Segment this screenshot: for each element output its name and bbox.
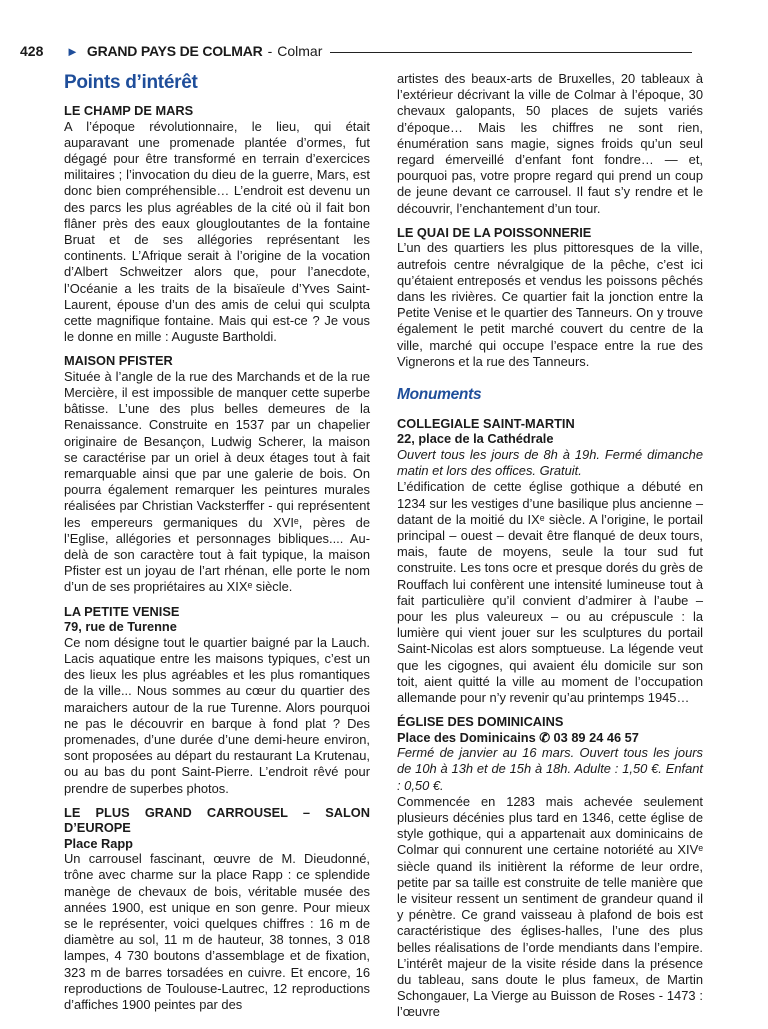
entry-info: Fermé de janvier au 16 mars. Ouvert tous les jours de 10h à 13h et de 15h à 18h. Adulte : 1,50 €. Enfant : 0,50 €. [397,745,703,793]
entry-address: Place des Dominicains ✆ 03 89 24 46 57 [397,729,639,745]
entry-maison-pfister [64,353,370,595]
section-name: GRAND PAYS DE COLMAR [86,43,263,59]
city-name: Colmar [277,43,323,59]
right-column [397,71,703,1029]
carrousel-continuation: artistes des beaux-arts de Bruxelles, 20 tableaux à l’extérieur décrivant la ville de Colmar à l’époque, 30 chevaux galopants, 50 places de sujets variés d’époque… Mais les chiffres ne sont rien, énumération sans magie, signes froids qu’un seul regard émerveillé d’enfant font fondre… — et, pourquoi pas, votre propre regard qui prend un coup de jeune devant ce carrousel. Il faut s’y rendre et le découvrir, l’enchantement d’un tour. [397,71,703,216]
category-title-points-interet: Points d’intérêt [64,72,198,93]
entry-quai-poissonnerie [397,225,703,370]
entry-body: A l’époque révolutionnaire, le lieu, qui était auparavant une promenade plantée d’ormes, fut dégagé pour être transformé en terrain d’exercices militaires ; l’invocation du dieu de la guerre, Mars, est donc bien compréhensible… L’endroit est devenu un des parcs les plus agréables de la cité où il fait bon flâner près des eaux glougloutantes de la fontaine Bruat et de ses allégories représentant les continents. L’Afrique serait à l’origine de la vocation d’Albert Schweitzer alors que, pour l’anecdote, l’Océanie a les traits de la bisaïeule d’Yves Saint-Laurent, épouse d’un des amis de celui qui sculpta cette magnifique fontaine. Mais qui est-ce ? Je vous le donne en mille : Auguste Bartholdi. [64,118,370,345]
entry-address: 22, place de la Cathédrale [397,431,554,447]
entry-eglise-dominicains [397,714,703,1020]
header-rule [330,52,692,53]
entry-body: Située à l’angle de la rue des Marchands et de la rue Mercière, il est impossible de manquer cette superbe bâtisse. L’une des plus belles demeures de la Renaissance. Construite en 1537 par un chapelier originaire de Besançon, Ludwig Scherer, la maison se caractérise par un oriel à deux étages tout à fait remarquable ainsi que par une galerie de bois. On pourra également remarquer les peintures murales réalisées par Christian Vacksterffer - qui représentent les empereurs germaniques du XVIᵉ, pères de l’Eglise, allégories et personnages bibliques.... Au-delà de son caractère tout à fait typique, la maison Pfister est un joyau de l’art rhénan, elle porte le nom d’un de ses propriétaires au XIXᵉ siècle. [64,368,370,595]
entry-info: Ouvert tous les jours de 8h à 19h. Fermé dimanche matin et lors des offices. Gratuit. [397,446,703,479]
entry-title: LE CHAMP DE MARS [64,103,194,118]
entry-collegiale-saint-martin [397,416,703,706]
entry-carrousel [64,805,370,1014]
running-header [20,41,692,61]
entry-title: LE QUAI DE LA POISSONNERIE [397,224,592,240]
entry-body: Ce nom désigne tout le quartier baigné par la Lauch. Lacis aquatique entre les maisons typiques, c’est un des lieux les plus agréables et les plus romantiques de la ville... Nous sommes au cœur du quartier des maraichers autour de la rue Turenne. Alors pourquoi ne pas le découvrir en barque à fond plat ? Des promenades, d’une durée d’une demi-heure environ, sont proposées au départ du restaurant La Krutenau, ou au bas du pont Saint-Pierre. L’endroit rêvé pour prendre de superbes photos. [64,634,370,796]
entry-body: Un carrousel fascinant, œuvre de M. Dieudonné, trône avec charme sur la place Rapp : ce splendide manège de chevaux de bois, véritable musée des années 1900, est unique en son genre. Pour mieux se le représenter, voici quelques chiffres : 16 m de diamètre au sol, 11 m de hauteur, 38 tonnes, 3 018 lampes, 4 730 boutons d’assemblage et de fixation, 323 m de barres torsadées en cuivre. Et encore, 16 reproductions de Toulouse-Lautrec, 12 reproductions d’affiches 1900 peintes par des [64,851,370,1013]
entry-title: MAISON PFISTER [64,353,173,369]
left-column [64,72,370,1021]
entry-champ-de-mars [64,103,370,345]
entry-title: COLLEGIALE SAINT-MARTIN [397,415,575,431]
entry-title: LE PLUS GRAND CARROUSEL – SALON D’EUROPE [64,804,370,836]
header-separator: - [267,43,273,59]
entry-body: L’édification de cette église gothique a débuté en 1234 sur les vestiges d’une basilique plus ancienne – datant de la moitié du IXᵉ siècle. A l’origine, le portail principal – ouest – devait être flanqué de deux tours, mais, faute de moyens, seule la tour sud fut construite. Les tons ocre et presque dorés du grès de Rouffach lui confèrent une intensité lumineuse tout à fait particulière qu’il convient d’admirer à l’aube – pour les plus valeureux – ou au crépuscule : la lumière qui vient jouer sur les sculptures du portail Saint-Nicolas est alors somptueuse. La légende veut que les cigognes, qui avaient élu domicile sur son toit, aient quitté la ville au moment de l’occupation allemande pour n’y revenir qu’au printemps 1945… [397,479,703,705]
entry-address: Place Rapp [64,835,133,851]
category-title-monuments: Monuments [397,385,482,403]
page-number: 428 [20,43,44,59]
entry-title: ÉGLISE DES DOMINICAINS [397,714,564,730]
entry-address: 79, rue de Turenne [64,619,177,635]
entry-body: L’un des quartiers les plus pittoresques de la ville, autrefois centre névralgique de la pêche, c’est ici qu’étaient entreposés et vendus les poissons pêchés dans les rivières. Ce quartier fait la jonction entre la Petite Venise et le quartier des Tanneurs. On y trouve également le petit marché couvert du centre de la ville, marché qui occupe l’espace entre la rue des Vignerons et la rue des Tanneurs. [397,240,703,369]
entry-title: LA PETITE VENISE [64,603,180,619]
arrow-right-icon: ► [66,43,79,59]
entry-petite-venise [64,604,370,797]
entry-body: Commencée en 1283 mais achevée seulement plusieurs décénies plus tard en 1346, cette église de style gothique, qui a appartenait aux dominicains de Colmar qui connurent une certaine notoriété au XIVᵉ siècle quand ils initièrent la réforme de leur ordre, petite par sa taille est construite de telle manière que le visiteur ressent un sentiment de grandeur quand il y pénètre. Ce grand vaisseau à plafond de bois est caractéristique des églises-halles, l’une des plus belles réalisations de l’orde mendiants dans l’empire. L’intérêt majeur de la visite réside dans la présence du tableau, sans doute le plus fameux, de Martin Schongauer, La Vierge au Buisson de Roses - 1473 : l’œuvre [397,793,703,1020]
